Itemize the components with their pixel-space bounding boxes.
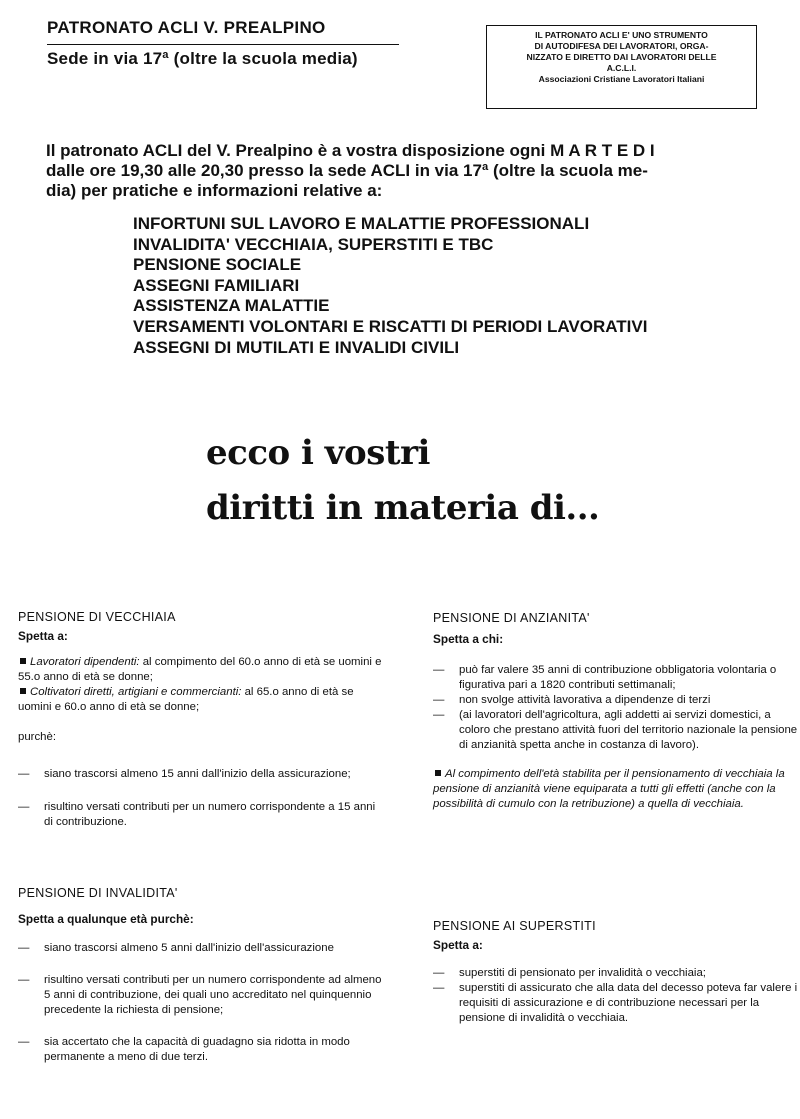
bullet-label: Lavoratori dipendenti:	[30, 656, 140, 668]
section-subtitle: Spetta a chi:	[433, 632, 504, 646]
intro-line: Il patronato ACLI del V. Prealpino è a vostra disposizione ogni M A R T E D I	[46, 141, 655, 160]
list-item-text: può far valere 35 anni di contribuzione obbligatoria volontaria o figurativa pari a 1820 contributi settimanali;	[459, 664, 777, 691]
intro-line: dia) per pratiche e informazioni relative a:	[46, 181, 383, 200]
intro-paragraph	[46, 141, 762, 201]
bullet-text: al compimento del 60.o anno di età se uomini e 55.o anno di età se donne;	[18, 656, 382, 683]
boxed-note	[486, 25, 757, 109]
big-heading-line-2: diritti in materia di...	[206, 488, 600, 528]
services-list	[133, 214, 647, 358]
square-bullet-icon	[20, 658, 26, 664]
list-item	[433, 708, 800, 753]
bullet-item	[18, 655, 386, 685]
dash-marker: —	[433, 967, 445, 979]
list-item	[433, 663, 800, 693]
service-item: INFORTUNI SUL LAVORO E MALATTIE PROFESSIONALI	[133, 214, 590, 233]
section-subtitle: Spetta a:	[433, 938, 483, 952]
intro-line: dalle ore 19,30 alle 20,30 presso la sede ACLI in via 17ª (oltre la scuola me-	[46, 161, 648, 180]
note-paragraph	[433, 767, 800, 812]
section-title: PENSIONE DI ANZIANITA'	[433, 611, 590, 625]
dash-marker: —	[18, 1036, 30, 1048]
list-item-text: non svolge attività lavorativa a dipendenze di terzi	[459, 694, 711, 706]
list-item-text: siano trascorsi almeno 5 anni dall'inizio dell'assicurazione	[44, 942, 334, 954]
service-item: ASSEGNI FAMILIARI	[133, 275, 300, 295]
service-item: PENSIONE SOCIALE	[133, 255, 302, 275]
boxed-note-line: A.C.L.I.	[606, 63, 637, 73]
list-item	[433, 966, 800, 981]
section-title: PENSIONE DI INVALIDITA'	[18, 886, 178, 900]
list-item-text: sia accertato che la capacità di guadagno sia ridotta in modo permanente a meno di due terzi.	[44, 1036, 350, 1063]
list-item-text: superstiti di pensionato per invalidità o vecchiaia;	[459, 967, 706, 979]
list-item	[18, 941, 386, 956]
boxed-note-line: Associazioni Cristiane Lavoratori Italiani	[538, 74, 705, 84]
list-item-text: superstiti di assicurato che alla data del decesso poteva far valere i requisiti di assicurazione e di contribuzione necessari per la pensione di invalidità o vecchiaia.	[459, 982, 798, 1024]
section-superstiti	[433, 919, 800, 1026]
note-text: Al compimento dell'età stabilita per il pensionamento di vecchiaia la pensione di anzianità viene equiparata a tutti gli effetti (anche con la possibilità di cumulo con la retribuzione) a quella di vecchiaia.	[433, 768, 785, 810]
dash-marker: —	[433, 709, 445, 721]
list-item	[433, 693, 800, 708]
section-anzianita	[433, 611, 800, 812]
bullet-item	[18, 685, 386, 715]
condition-intro: purchè:	[18, 731, 56, 743]
boxed-note-line: IL PATRONATO ACLI E' UNO STRUMENTO	[535, 30, 708, 40]
section-title: PENSIONE DI VECCHIAIA	[18, 610, 176, 624]
page-subtitle: Sede in via 17ª (oltre la scuola media)	[47, 49, 358, 68]
dash-marker: —	[433, 694, 445, 706]
list-item	[18, 973, 386, 1018]
service-item: ASSEGNI DI MUTILATI E INVALIDI CIVILI	[133, 337, 460, 357]
section-invalidita	[18, 886, 386, 1065]
section-vecchiaia	[18, 610, 386, 830]
dash-marker: —	[433, 664, 445, 676]
page-title: PATRONATO ACLI V. PREALPINO	[47, 18, 326, 37]
list-item-text: (ai lavoratori dell'agricoltura, agli addetti ai servizi domestici, a coloro che prestano attività fuori del territorio nazionale la pensione di anzianità spetta anche in costanza di lavoro).	[459, 709, 798, 751]
square-bullet-icon	[20, 688, 26, 694]
list-item-text: risultino versati contributi per un numero corrispondente a 15 anni di contribuzione.	[44, 801, 376, 828]
dash-marker: —	[18, 942, 30, 954]
section-subtitle: Spetta a qualunque età purchè:	[18, 912, 194, 926]
dash-marker: —	[18, 801, 30, 813]
bullet-text: al 65.o anno di età se uomini e 60.o anno di età se donne;	[18, 686, 354, 713]
list-item	[18, 800, 386, 830]
dash-marker: —	[18, 768, 30, 780]
title-rule	[47, 44, 399, 45]
list-item	[18, 1035, 386, 1065]
service-item: ASSISTENZA MALATTIE	[133, 296, 330, 316]
boxed-note-line: DI AUTODIFESA DEI LAVORATORI, ORGA-	[534, 41, 709, 51]
square-bullet-icon	[435, 770, 441, 776]
section-subtitle: Spetta a:	[18, 629, 68, 643]
dash-marker: —	[433, 982, 445, 994]
dash-marker: —	[18, 974, 30, 986]
big-heading-line-1: ecco i vostri	[206, 433, 430, 473]
service-item: VERSAMENTI VOLONTARI E RISCATTI DI PERIODI LAVORATIVI	[133, 316, 648, 336]
section-title: PENSIONE AI SUPERSTITI	[433, 919, 596, 933]
list-item	[18, 767, 386, 782]
service-item: INVALIDITA' VECCHIAIA, SUPERSTITI E TBC	[133, 234, 494, 254]
list-item	[433, 981, 800, 1026]
list-item-text: siano trascorsi almeno 15 anni dall'inizio della assicurazione;	[44, 768, 351, 780]
list-item-text: risultino versati contributi per un numero corrispondente ad almeno 5 anni di contribuzione, dei quali uno accreditato nel quinquennio precedente la richiesta di pensione;	[44, 974, 382, 1016]
bullet-label: Coltivatori diretti, artigiani e commercianti:	[30, 686, 242, 698]
boxed-note-line: NIZZATO E DIRETTO DAI LAVORATORI DELLE	[526, 52, 717, 62]
